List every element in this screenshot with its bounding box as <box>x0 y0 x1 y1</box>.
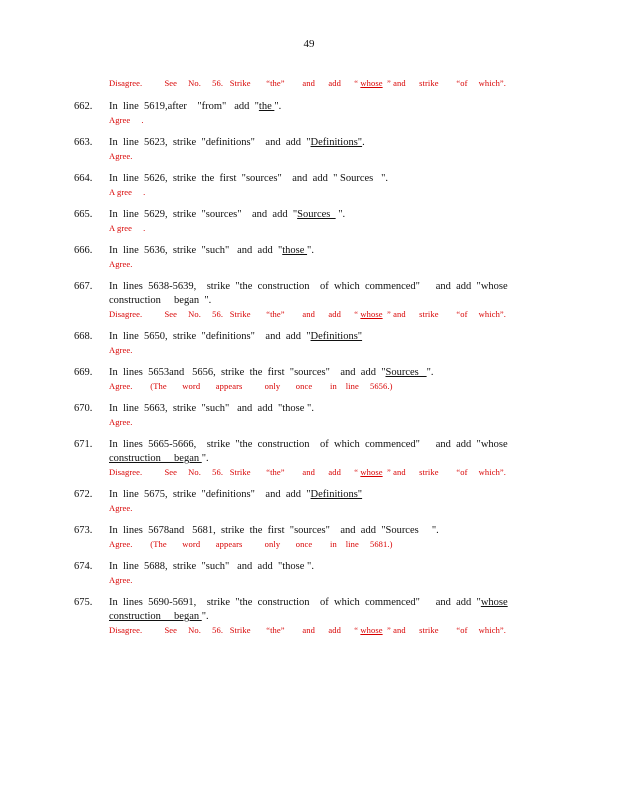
entry-number: 667. <box>74 281 93 292</box>
instruction-text <box>109 524 529 538</box>
response-underlined-word: whose <box>360 309 383 319</box>
response-text: Agree. <box>109 503 133 513</box>
instruction-pre: In lines 5678and 5681, strike the first "sources" and add "Sources ". <box>109 525 439 536</box>
instruction-pre: In lines 5638-5639, strike "the construction of which commenced" and add "whose construction began ". <box>109 281 508 306</box>
amendment-entry <box>0 402 618 428</box>
instruction-post: ". <box>426 367 434 378</box>
response-text: Disagree. See No. 56. Strike “the” and add “ <box>109 78 361 88</box>
instruction-pre: In lines 5690-5691, strike "the construction of which commenced" and add " <box>109 597 481 608</box>
response-text: Agree. <box>109 151 133 161</box>
instruction-pre: In line 5629, strike "sources" and add " <box>109 209 298 220</box>
instruction-underlined: Definitions" <box>310 489 363 500</box>
amendment-entry <box>0 366 618 392</box>
entry-body <box>109 136 529 162</box>
response-pre: Disagree. See No. 56. Strike “the” and add “ <box>109 309 361 319</box>
response-text-tail: ” and strike “of which”. <box>382 78 507 88</box>
amendment-entry <box>0 524 618 550</box>
amendment-entry <box>0 596 618 636</box>
instruction-underlined: the <box>258 101 275 112</box>
response-text <box>109 466 529 478</box>
instruction-underlined: construction began <box>109 453 202 464</box>
entry-body <box>109 100 529 126</box>
instruction-text <box>109 208 529 222</box>
entry-body <box>109 402 529 428</box>
entry-number: 664. <box>74 173 93 184</box>
amendment-entry <box>0 172 618 198</box>
response-text: Agree . <box>109 115 144 125</box>
amendment-entry <box>0 100 618 126</box>
instruction-underlined: Definitions" <box>310 331 363 342</box>
amendment-entry <box>0 488 618 514</box>
instruction-text <box>109 244 529 258</box>
entry-body <box>109 438 529 478</box>
entry-body <box>109 524 529 550</box>
entry-number: 673. <box>74 525 93 536</box>
instruction-post: ". <box>201 611 209 622</box>
carryover-response <box>109 77 506 89</box>
instruction-post: ". <box>307 245 314 256</box>
page-number: 49 <box>303 38 315 50</box>
amendment-entry <box>0 136 618 162</box>
response-text: Agree. <box>109 417 133 427</box>
entry-number: 674. <box>74 561 93 572</box>
entry-number: 671. <box>74 439 93 450</box>
entry-number: 670. <box>74 403 93 414</box>
instruction-text <box>109 330 529 344</box>
entry-body <box>109 330 529 356</box>
amendment-list <box>0 100 618 646</box>
instruction-post: ". <box>274 101 282 112</box>
instruction-pre: In line 5626, strike the first "sources" and add " Sources ". <box>109 173 389 184</box>
entry-body <box>109 596 529 636</box>
response-text <box>109 624 529 636</box>
instruction-pre: In lines 5665-5666, strike "the construction of which commenced" and add "whose <box>109 439 508 450</box>
entry-body <box>109 244 529 270</box>
instruction-pre: In line 5636, strike "such" and add " <box>109 245 283 256</box>
entry-body <box>109 208 529 234</box>
response-text: Agree. (The word appears only once in line 5681.) <box>109 539 393 549</box>
response-post: ” and strike “of which”. <box>382 309 507 319</box>
instruction-text <box>109 100 529 114</box>
entry-number: 669. <box>74 367 93 378</box>
instruction-pre: In line 5650, strike "definitions" and add " <box>109 331 311 342</box>
amendment-entry <box>0 560 618 586</box>
entry-number: 662. <box>74 101 93 112</box>
response-underlined-word: whose <box>360 78 383 88</box>
instruction-post: ". <box>335 209 346 220</box>
entry-number: 675. <box>74 597 93 608</box>
instruction-pre: In line 5663, strike "such" and add "those ". <box>109 403 314 414</box>
amendment-entry <box>0 438 618 478</box>
response-text: A gree . <box>109 187 146 197</box>
instruction-underlined: Definitions" <box>310 137 363 148</box>
response-text: Agree. <box>109 575 133 585</box>
entry-body <box>109 280 529 320</box>
instruction-text <box>109 366 529 380</box>
response-underlined-word: whose <box>360 625 383 635</box>
instruction-text <box>109 172 529 186</box>
entry-number: 666. <box>74 245 93 256</box>
instruction-post: ". <box>201 453 209 464</box>
entry-number: 663. <box>74 137 93 148</box>
entry-number: 672. <box>74 489 93 500</box>
instruction-text <box>109 596 529 624</box>
amendment-entry <box>0 330 618 356</box>
instruction-underlined: those <box>282 245 308 256</box>
entry-body <box>109 172 529 198</box>
response-text: A gree . <box>109 223 146 233</box>
entry-body <box>109 488 529 514</box>
response-text: Agree. (The word appears only once in line 5656.) <box>109 381 393 391</box>
instruction-text <box>109 402 529 416</box>
instruction-post: . <box>362 137 365 148</box>
response-pre: Disagree. See No. 56. Strike “the” and add “ <box>109 467 361 477</box>
instruction-pre: In line 5675, strike "definitions" and add " <box>109 489 311 500</box>
instruction-text <box>109 560 529 574</box>
instruction-pre: In lines 5653and 5656, strike the first "sources" and add " <box>109 367 386 378</box>
entry-number: 668. <box>74 331 93 342</box>
instruction-underlined: whose construction began <box>109 597 508 622</box>
amendment-entry <box>0 244 618 270</box>
instruction-text <box>109 438 529 466</box>
response-text: Agree. <box>109 345 133 355</box>
response-text: Agree. <box>109 259 133 269</box>
instruction-pre: In line 5688, strike "such" and add "those ". <box>109 561 314 572</box>
instruction-pre: In line 5623, strike "definitions" and add " <box>109 137 311 148</box>
instruction-text <box>109 280 529 308</box>
instruction-text <box>109 136 529 150</box>
response-post: ” and strike “of which”. <box>382 625 507 635</box>
instruction-underlined: Sources <box>297 209 336 220</box>
instruction-underlined: Sources <box>385 367 427 378</box>
entry-body <box>109 560 529 586</box>
response-pre: Disagree. See No. 56. Strike “the” and add “ <box>109 625 361 635</box>
entry-body <box>109 366 529 392</box>
amendment-entry <box>0 208 618 234</box>
amendment-entry <box>0 280 618 320</box>
response-text <box>109 308 529 320</box>
response-underlined-word: whose <box>360 467 383 477</box>
instruction-pre: In line 5619,after "from" add " <box>109 101 259 112</box>
entry-number: 665. <box>74 209 93 220</box>
instruction-text <box>109 488 529 502</box>
response-post: ” and strike “of which”. <box>382 467 507 477</box>
